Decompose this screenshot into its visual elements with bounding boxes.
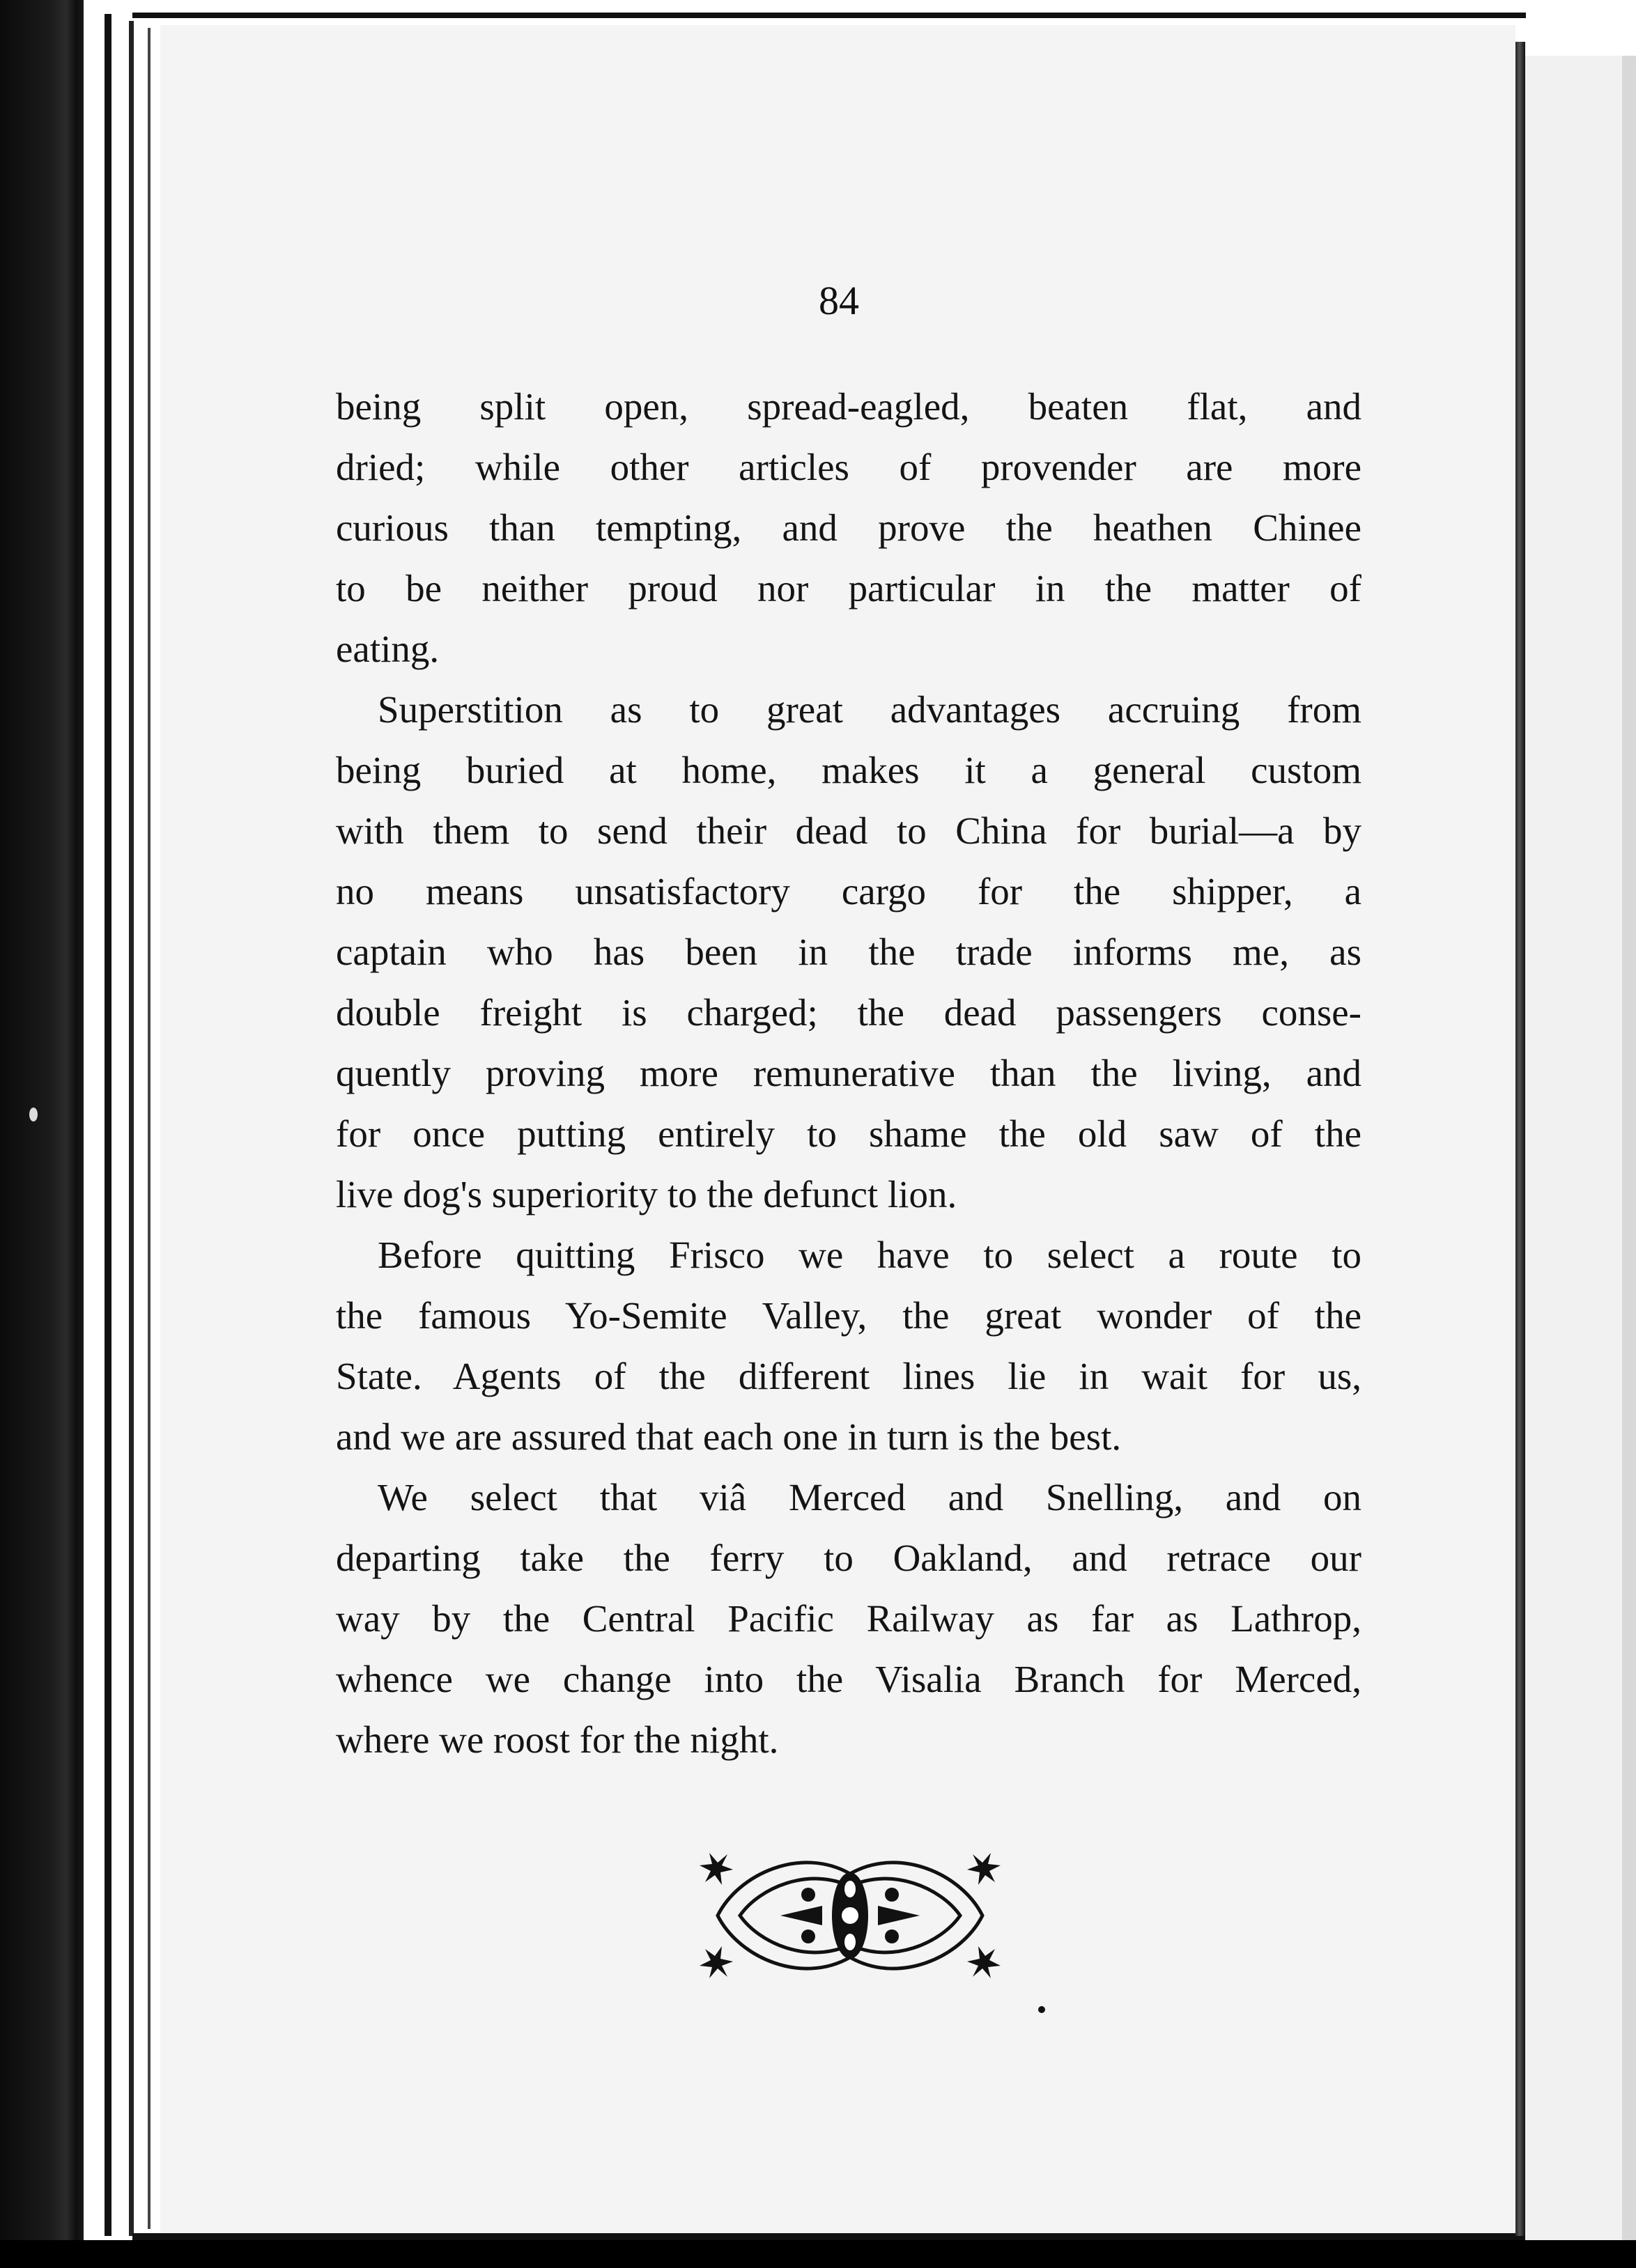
body-text — [336, 376, 1361, 1770]
text-line: Superstition as to great advantages accruing from — [378, 688, 1361, 731]
page-right-edge — [1515, 42, 1525, 2236]
scan-border — [0, 2240, 1636, 2268]
page-top-edge — [132, 13, 1526, 18]
text-line: for once putting entirely to shame the old saw of the — [336, 1112, 1361, 1155]
facing-page-edge — [1622, 56, 1636, 2240]
text-line: eating. — [336, 628, 440, 670]
text-line: with them to send their dead to China for burial—a by — [336, 809, 1361, 852]
text-line: being split open, spread-eagled, beaten flat, and — [336, 385, 1361, 428]
page-bottom-edge — [132, 2233, 1526, 2240]
text-line: captain who has been in the trade informs me, as — [336, 931, 1361, 973]
text-line: way by the Central Pacific Railway as far as Lathrop, — [336, 1597, 1361, 1640]
page-number: 84 — [819, 278, 859, 323]
text-line: whence we change into the Visalia Branch for Merced, — [336, 1658, 1361, 1700]
paragraph — [336, 679, 1361, 1225]
facing-page — [1525, 56, 1636, 2240]
text-line: where we roost for the night. — [336, 1718, 779, 1761]
text-line: quently proving more remunerative than the living, and — [336, 1052, 1361, 1094]
spine-band — [129, 21, 134, 2236]
spine-band — [148, 28, 151, 2229]
paragraph — [336, 1225, 1361, 1467]
text-line: State. Agents of the different lines lie in wait for us, — [336, 1355, 1361, 1397]
text-line: no means unsatisfactory cargo for the shipper, a — [336, 870, 1361, 912]
text-line: double freight is charged; the dead passengers conse- — [336, 991, 1361, 1034]
text-line: curious than tempting, and prove the heathen Chinee — [336, 506, 1361, 549]
text-line: being buried at home, makes it a general custom — [336, 749, 1361, 791]
ornament-icon — [697, 1846, 1003, 1985]
scan-speck — [1038, 2006, 1045, 2013]
text-line: live dog's superiority to the defunct lion. — [336, 1173, 957, 1215]
paragraph — [336, 1467, 1361, 1770]
book-spine — [0, 0, 84, 2268]
text-line: departing take the ferry to Oakland, and retrace our — [336, 1537, 1361, 1579]
text-line: Before quitting Frisco we have to select a route to — [378, 1234, 1361, 1276]
text-line: We select that viâ Merced and Snelling, and on — [378, 1476, 1361, 1519]
text-line: the famous Yo-Semite Valley, the great wonder of the — [336, 1294, 1361, 1337]
text-line: dried; while other articles of provender are more — [336, 446, 1361, 488]
text-line: to be neither proud nor particular in the matter of — [336, 567, 1361, 609]
paragraph — [336, 376, 1361, 679]
spine-band — [105, 14, 111, 2236]
text-line: and we are assured that each one in turn is the best. — [336, 1415, 1122, 1458]
scan-speck — [29, 1108, 38, 1121]
